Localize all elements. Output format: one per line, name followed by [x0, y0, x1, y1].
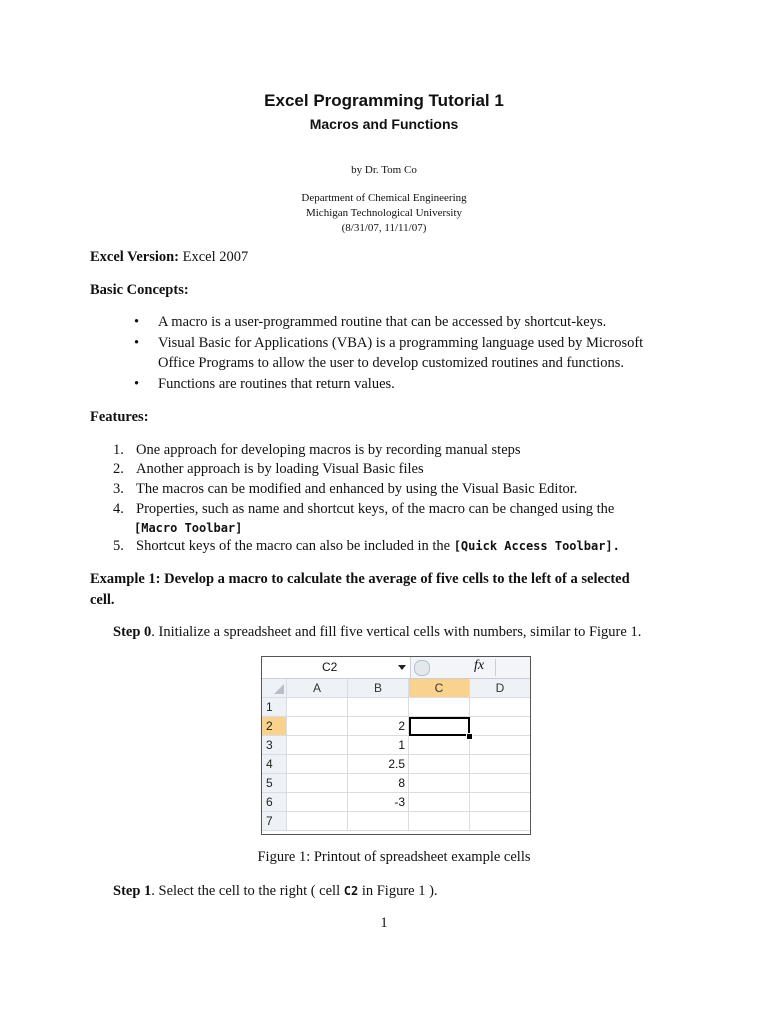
feature-item-text: Shortcut keys of the macro can also be included in the	[136, 538, 454, 554]
dates-line: (8/31/07, 11/11/07)	[341, 222, 427, 234]
feature-number: 2.	[113, 461, 124, 477]
function-fx-icon[interactable]: fx	[474, 658, 485, 673]
feature-item: Another approach is by loading Visual Basic files	[136, 461, 424, 477]
corner-triangle-icon	[274, 684, 284, 694]
bullet-item: Functions are routines that return values.	[158, 376, 395, 392]
table-row	[262, 736, 530, 755]
excel-version-label: Excel Version:	[90, 249, 180, 265]
figure-caption: Figure 1: Printout of spreadsheet example cells	[257, 849, 531, 865]
select-all-corner[interactable]	[262, 679, 287, 698]
department-line: Department of Chemical Engineering	[301, 192, 467, 204]
university-line: Michigan Technological University	[305, 207, 463, 219]
bullet-dot-icon: •	[134, 314, 140, 330]
cell[interactable]	[287, 755, 348, 774]
chevron-down-icon[interactable]	[398, 665, 406, 670]
page-number: 1	[380, 915, 388, 931]
feature-number: 3.	[113, 481, 124, 497]
feature-item: The macros can be modified and enhanced by using the Visual Basic Editor.	[136, 481, 578, 497]
table-row	[262, 812, 530, 831]
row-header[interactable]: 7	[262, 812, 287, 831]
column-header[interactable]: B	[348, 679, 409, 698]
feature-number: 5.	[113, 538, 124, 554]
cell[interactable]	[470, 717, 531, 736]
table-row	[262, 793, 530, 812]
step1-paragraph	[113, 883, 438, 900]
table-row	[262, 698, 530, 717]
features-heading: Features:	[90, 409, 149, 425]
formula-button-icon[interactable]	[414, 660, 430, 676]
cell[interactable]	[470, 698, 531, 717]
step0-label: Step 0	[113, 624, 152, 640]
formula-bar-divider	[495, 659, 496, 676]
feature-item: One approach for developing macros is by recording manual steps	[136, 442, 521, 458]
cell[interactable]	[409, 736, 470, 755]
author-line: by Dr. Tom Co	[351, 164, 417, 176]
step0-text: . Initialize a spreadsheet and fill five vertical cells with numbers, similar to Figure 1.	[151, 624, 642, 640]
cell[interactable]	[348, 812, 409, 831]
formula-bar	[262, 657, 530, 679]
cell[interactable]	[409, 812, 470, 831]
column-header-row	[262, 679, 530, 698]
row-header[interactable]: 1	[262, 698, 287, 717]
cell[interactable]	[287, 698, 348, 717]
cell[interactable]	[409, 793, 470, 812]
cell[interactable]: 2.5	[348, 755, 409, 774]
page-title: Excel Programming Tutorial 1	[264, 91, 504, 110]
cell[interactable]	[470, 793, 531, 812]
bullet-dot-icon: •	[134, 376, 140, 392]
step0-paragraph	[113, 624, 641, 641]
page-subtitle: Macros and Functions	[309, 116, 459, 132]
cell[interactable]	[409, 774, 470, 793]
cell-reference-code: C2	[343, 884, 359, 898]
feature-item	[136, 538, 620, 555]
step1-text-before: . Select the cell to the right ( cell	[151, 883, 344, 899]
feature-item: Properties, such as name and shortcut keys, of the macro can be changed using the	[136, 501, 615, 517]
cell[interactable]	[287, 774, 348, 793]
step1-label: Step 1	[113, 883, 152, 899]
excel-version-value: Excel 2007	[182, 249, 249, 265]
cell[interactable]: 2	[348, 717, 409, 736]
step1-text-after: in Figure 1 ).	[358, 883, 438, 899]
row-header-selected[interactable]: 2	[262, 717, 287, 736]
cell[interactable]	[470, 736, 531, 755]
excel-version	[90, 249, 248, 266]
cell[interactable]: 8	[348, 774, 409, 793]
basic-concepts-heading: Basic Concepts:	[90, 282, 189, 298]
column-header[interactable]: A	[287, 679, 348, 698]
cell[interactable]	[470, 812, 531, 831]
cell[interactable]	[287, 717, 348, 736]
bullet-item-continuation: Office Programs to allow the user to develop customized routines and functions.	[158, 355, 625, 371]
row-header[interactable]: 3	[262, 736, 287, 755]
spreadsheet-figure	[261, 656, 531, 835]
cell[interactable]	[409, 698, 470, 717]
feature-number: 4.	[113, 501, 124, 517]
column-header-selected[interactable]: C	[409, 679, 470, 698]
bullet-item: Visual Basic for Applications (VBA) is a programming language used by Microsoft	[158, 335, 644, 351]
row-header[interactable]: 5	[262, 774, 287, 793]
cell[interactable]	[287, 736, 348, 755]
cell[interactable]	[287, 793, 348, 812]
feature-number: 1.	[113, 442, 124, 458]
cell[interactable]	[409, 755, 470, 774]
table-row	[262, 717, 530, 736]
cell[interactable]: 1	[348, 736, 409, 755]
row-header[interactable]: 4	[262, 755, 287, 774]
table-row	[262, 774, 530, 793]
quick-access-toolbar-code: [Quick Access Toolbar].	[453, 539, 620, 553]
table-row	[262, 755, 530, 774]
macro-toolbar-code: [Macro Toolbar]	[134, 521, 243, 535]
cell[interactable]	[287, 812, 348, 831]
bullet-dot-icon: •	[134, 335, 140, 351]
cell[interactable]	[348, 698, 409, 717]
bullet-item: A macro is a user-programmed routine that can be accessed by shortcut-keys.	[158, 314, 607, 330]
row-header[interactable]: 6	[262, 793, 287, 812]
fill-handle[interactable]	[466, 733, 473, 740]
cell-selection-border	[409, 717, 470, 736]
cell[interactable]	[470, 755, 531, 774]
example-heading-line2: cell.	[90, 592, 115, 608]
name-box-value: C2	[322, 660, 338, 674]
name-box[interactable]	[262, 657, 411, 678]
cell[interactable]: -3	[348, 793, 409, 812]
column-header[interactable]: D	[470, 679, 531, 698]
cell[interactable]	[470, 774, 531, 793]
example-heading-line1: Example 1: Develop a macro to calculate the average of five cells to the left of a selected	[90, 571, 630, 587]
